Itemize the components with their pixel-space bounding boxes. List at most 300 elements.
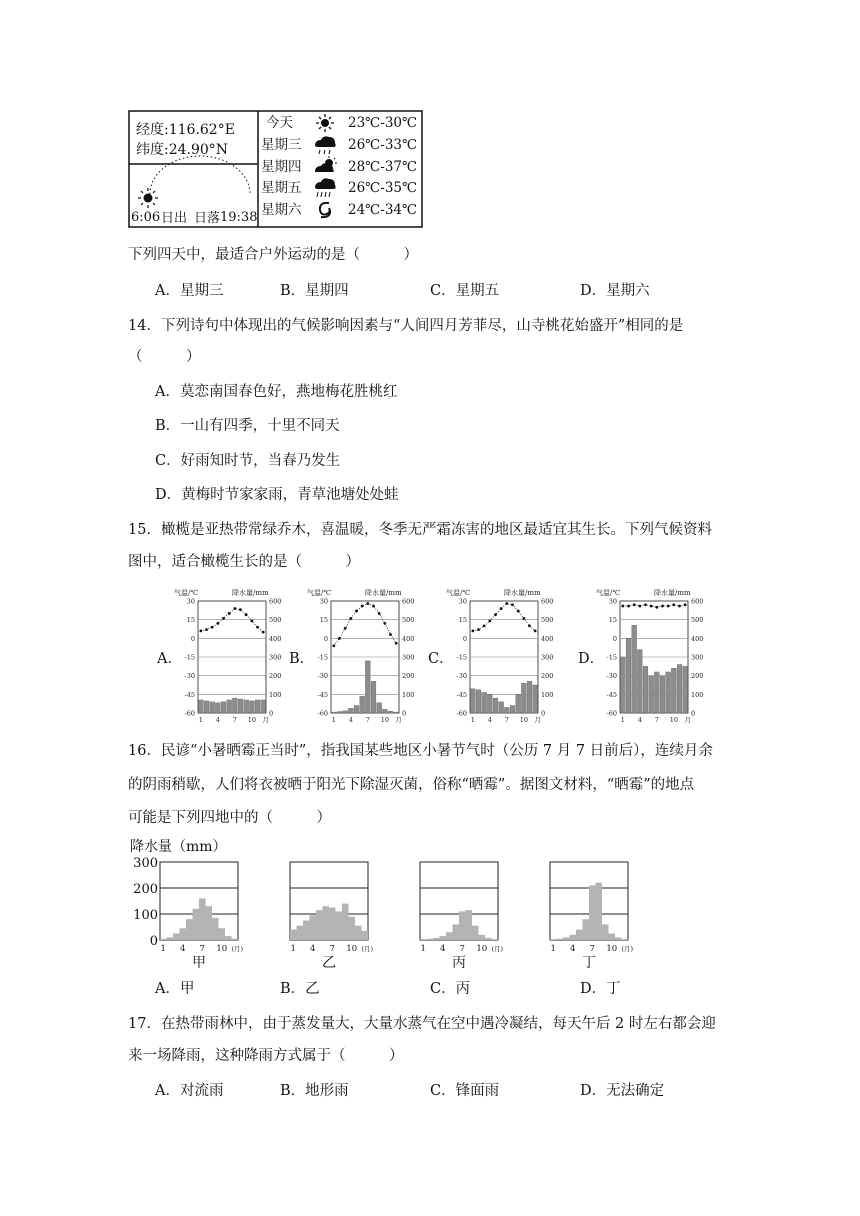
weather-panel [128,110,423,228]
q14-option-b: B．一山有四季，十里不同天 [155,418,340,434]
precip-bar [666,672,671,713]
precip-bar [576,930,583,940]
q17-option-d: D．无法确定 [580,1083,665,1099]
precip-bar [160,939,167,940]
q14-option-a: A．莫恋南国春色好，燕地梅花胜桃红 [155,384,398,400]
temp-tick-label: -15 [456,653,467,662]
climate-chart-d [596,586,712,728]
precip-bar [516,694,521,713]
precip-bar [583,919,590,940]
temp-point [361,605,364,608]
precip-bar [362,931,369,940]
precip-tick-label: 0 [402,709,407,718]
temp-point [338,637,341,640]
precip-bar [310,915,317,940]
sunrise-time: 6:06 [131,210,161,225]
day-label: 星期六 [261,202,302,218]
precip-bar [521,683,526,713]
temp-point [332,644,335,647]
precip-bar [212,918,219,940]
day-temp: 26℃-35℃ [348,180,418,196]
temp-tick-label: 15 [319,616,328,625]
precip-bar [290,930,297,940]
station-name: 乙 [322,955,336,968]
x-unit: (月) [491,945,504,953]
q15-label-a: A． [157,651,182,667]
temp-point [395,642,398,645]
temp-point [655,606,658,609]
precip-tick-label: 300 [402,653,415,662]
precip-tick-label: 500 [269,616,282,625]
x-tick-label: 1 [290,944,296,954]
q13-option-a: A．星期三 [155,283,224,299]
month-tick-label: 7 [654,716,659,724]
precip-bar [420,939,427,940]
precip-bar [589,885,596,940]
precip-tick-label: 300 [541,653,554,662]
climate-chart-b [307,586,423,728]
month-tick-label: 7 [365,716,370,724]
precip-bar [360,696,365,713]
precip-bar [479,935,486,940]
precip-bar [371,681,376,713]
precip-bar [336,911,343,940]
precip-bar [388,711,393,713]
precip-bar [261,700,266,713]
precip-tick-label: 400 [269,634,282,643]
heavy-rain-icon [315,178,336,197]
precip-bar [637,650,642,713]
temp-point [644,603,647,606]
temp-tick-label: -30 [184,672,195,681]
temp-tick-label: -15 [317,653,328,662]
temp-tick-label: 0 [190,634,195,643]
month-unit: 月 [395,716,402,724]
sun-icon [316,114,334,132]
temp-tick-label: -60 [317,709,328,718]
sunrise-label: 日出 [161,211,188,226]
x-tick-label: 10 [476,944,488,954]
precip-tick-label: 600 [541,597,554,606]
q14-stem: 14．下列诗句中体现出的气候影响因素与“人间四月芳菲尽，山寺桃花始盛开”相同的是 [128,318,684,334]
station-name: 丙 [452,955,466,968]
precip-bar [476,690,481,713]
x-unit: (月) [621,945,634,953]
precip-chart-jia [128,856,248,968]
month-tick-label: 4 [215,716,220,724]
temp-point [222,617,225,620]
precip-bar [557,939,564,940]
month-tick-label: 10 [519,716,528,724]
temp-point [627,605,630,608]
precip-bar [622,939,629,940]
q16-stem-cont2: 可能是下列四地中的（ ） [128,810,331,826]
month-unit: 月 [534,716,541,724]
temp-tick-label: -15 [606,653,617,662]
precip-bar [446,932,453,940]
precip-bar [342,904,349,940]
temp-tick-label: 30 [458,597,467,606]
climate-chart-a [174,586,290,728]
precip-tick-label: 100 [402,690,415,699]
precip-tick-label: 100 [691,690,704,699]
temp-point [205,628,208,631]
x-tick-label: 1 [420,944,426,954]
q17-option-b: B．地形雨 [280,1083,349,1099]
precip-bar [365,661,370,713]
precip-bar [510,706,515,713]
precip-axis-label: 降水量/mm [365,589,402,597]
temp-point [471,629,474,632]
precip-bar [316,910,323,940]
q13-option-c: C．星期五 [430,283,500,299]
precip-bar [493,698,498,713]
temp-line [201,609,263,633]
month-unit: 月 [262,716,269,724]
precip-axis-label: 降水量/mm [232,589,269,597]
precip-bar [683,666,688,713]
longitude-text: 经度:116.62°E [136,122,235,138]
q14-option-c: C．好雨知时节，当春乃发生 [155,453,341,469]
climate-chart-c [446,586,562,728]
precip-bar [492,939,499,940]
temp-point [355,610,358,613]
temp-point [528,624,531,627]
q13-option-b: B．星期四 [280,283,349,299]
q14-option-d: D．黄梅时节家家雨，青草池塘处处蛙 [155,487,399,503]
precip-bar [255,700,260,713]
day-label: 今天 [266,115,293,131]
precip-bar [433,938,440,940]
precip-bar [199,898,206,940]
precip-bar [377,703,382,713]
temp-point [383,622,386,625]
temp-tick-label: -45 [606,690,617,699]
precip-bar [654,672,659,713]
temp-point [228,612,231,615]
temp-point [522,617,525,620]
temp-point [344,627,347,630]
q15-stem-cont: 图中，适合橄榄生长的是（ ） [128,554,360,570]
month-tick-label: 1 [620,716,625,724]
temp-tick-label: -15 [184,653,195,662]
temp-tick-label: 0 [323,634,328,643]
x-tick-label: 4 [440,944,446,954]
precip-tick-label: 500 [402,616,415,625]
temp-point [256,626,259,629]
precip-bar [297,926,304,940]
sunset-time: 19:38 [220,210,258,225]
precip-bar [238,699,243,713]
x-tick-label: 7 [329,944,335,954]
precip-tick-label: 500 [691,616,704,625]
q17-option-a: A．对流雨 [155,1083,224,1099]
sunset-label: 日落 [194,211,221,226]
month-tick-label: 4 [487,716,492,724]
precip-tick-label: 400 [691,634,704,643]
temp-tick-label: 15 [186,616,195,625]
precip-bar [382,709,387,713]
q15-stem: 15．橄榄是亚热带常绿乔木，喜温暖，冬季无严霜冻害的地区最适宜其生长。下列气候资料 [128,522,712,538]
precip-bar [677,664,682,713]
precip-bar [472,926,479,940]
temp-tick-label: -60 [606,709,617,718]
precip-bar [180,928,187,940]
temp-tick-label: -30 [317,672,328,681]
precip-bar [570,935,577,940]
temp-tick-label: -30 [456,672,467,681]
precip-bar [485,938,492,940]
temp-point [262,631,265,634]
precip-bar [643,666,648,713]
precip-bar [632,625,637,713]
q16-ylabel: 降水量（mm） [130,839,227,855]
temp-point [245,613,248,616]
precip-chart-ding [518,856,638,968]
x-tick-label: 4 [570,944,576,954]
q14-stem-cont: （ ） [128,349,201,365]
temp-tick-label: -30 [606,672,617,681]
temp-tick-label: 15 [458,616,467,625]
y-tick-label: 200 [133,882,158,897]
temp-point [678,605,681,608]
month-tick-label: 10 [669,716,678,724]
month-tick-label: 1 [331,716,336,724]
temp-tick-label: -60 [456,709,467,718]
y-tick-label: 0 [149,934,158,949]
precip-bar [204,701,209,713]
precip-bar [198,700,203,713]
sun-icon [138,188,158,208]
precip-tick-label: 400 [541,634,554,643]
temp-axis-label: 气温/℃ [307,589,332,597]
temp-point [511,603,514,606]
day-temp: 26℃-33℃ [348,137,418,153]
x-tick-label: 4 [310,944,316,954]
precip-bar [303,921,310,941]
y-tick-label: 100 [133,908,158,923]
precip-bar [660,676,665,713]
temp-point [250,620,253,623]
precip-bar [186,919,193,940]
temp-point [638,605,641,608]
x-tick-label: 7 [199,944,205,954]
x-tick-label: 10 [346,944,358,954]
temp-axis-label: 气温/℃ [596,589,621,597]
precip-tick-label: 400 [402,634,415,643]
precip-tick-label: 600 [691,597,704,606]
x-unit: (月) [231,945,244,953]
precip-bar [354,706,359,713]
precip-bar [343,711,348,713]
precip-bar [225,936,232,940]
precip-chart-yi [258,856,378,968]
month-tick-label: 1 [470,716,475,724]
precip-bar [487,694,492,713]
x-tick-label: 7 [589,944,595,954]
precip-axis-label: 降水量/mm [504,589,541,597]
precip-bar [470,689,475,713]
temp-point [233,607,236,610]
x-tick-label: 4 [180,944,186,954]
temp-tick-label: -45 [456,690,467,699]
precip-tick-label: 600 [402,597,415,606]
precip-bar [596,883,603,940]
precip-bar [167,937,174,940]
temp-point [483,624,486,627]
precip-bar [210,702,215,713]
temp-point [494,613,497,616]
temp-tick-label: -60 [184,709,195,718]
day-temp: 23℃-30℃ [348,115,418,131]
precip-bar [615,937,622,940]
sun-cloud-icon [315,156,337,172]
precip-bar [626,638,631,713]
precip-chart-bing [388,856,508,968]
q16-option-c: C．丙 [430,981,471,997]
precip-bar [249,701,254,713]
q16-option-a: A．甲 [155,981,195,997]
temp-tick-label: 0 [612,634,617,643]
precip-bar [563,937,570,940]
temp-tick-label: -45 [317,690,328,699]
temp-tick-label: 0 [462,634,467,643]
month-tick-label: 4 [637,716,642,724]
month-tick-label: 7 [504,716,509,724]
q15-label-c: C． [428,651,454,667]
temp-point [239,608,242,611]
q16-stem: 16．民谚“小暑晒霉正当时”，指我国某些地区小暑节气时（公历 7 月 7 日前后），连续月余 [128,743,713,759]
temp-point [389,633,392,636]
month-tick-label: 1 [198,716,203,724]
typhoon-icon [320,203,330,217]
temp-point [500,607,503,610]
precip-bar [499,702,504,713]
precip-tick-label: 200 [269,672,282,681]
temp-point [366,602,369,605]
day-temp: 28℃-37℃ [348,159,418,175]
sun-path-arc [150,156,250,194]
temp-point [534,629,537,632]
x-unit: (月) [361,945,374,953]
precip-bar [355,926,362,940]
temp-tick-label: 30 [186,597,195,606]
precip-bar [394,712,399,713]
x-tick-label: 7 [459,944,465,954]
temp-point [621,605,624,608]
q17-stem: 17．在热带雨林中，由于蒸发量大，大量水蒸气在空中遇冷凝结，每天午后 2 时左右都会迎 [128,1016,716,1032]
precip-bar [244,700,249,713]
precip-bar [453,924,460,940]
temp-point [517,610,520,613]
precip-tick-label: 0 [541,709,546,718]
precip-bar [173,934,180,941]
temp-tick-label: 30 [608,597,617,606]
precip-tick-label: 100 [541,690,554,699]
month-tick-label: 10 [380,716,389,724]
q16-option-b: B．乙 [280,981,320,997]
precip-tick-label: 200 [691,672,704,681]
temp-point [211,626,214,629]
precip-bar [232,939,239,940]
month-unit: 月 [684,716,691,724]
precip-tick-label: 200 [402,672,415,681]
precip-axis-label: 降水量/mm [654,589,691,597]
q17-stem-cont: 来一场降雨，这种降雨方式属于（ ） [128,1048,404,1064]
temp-point [667,605,670,608]
temp-axis-label: 气温/℃ [174,589,199,597]
x-tick-label: 1 [550,944,556,954]
q15-label-d: D． [578,651,605,667]
temp-point [672,603,675,606]
temp-point [650,605,653,608]
precip-bar [193,909,200,940]
precip-bar [215,703,220,713]
precip-bar [671,668,676,713]
precip-bar [348,708,353,713]
precip-bar [527,681,532,713]
temp-point [199,629,202,632]
temp-point [633,603,636,606]
temp-point [378,612,381,615]
precip-tick-label: 0 [691,709,696,718]
precip-bar [482,692,487,713]
precip-bar [459,911,466,940]
temp-point [372,605,375,608]
precip-tick-label: 500 [541,616,554,625]
precip-bar [504,707,509,713]
precip-bar [440,936,447,940]
temp-point [488,620,491,623]
month-tick-label: 4 [348,716,353,724]
latitude-text: 纬度:24.90°N [136,142,229,158]
precip-bar [331,712,336,713]
precip-tick-label: 100 [269,690,282,699]
precip-bar [227,700,232,713]
precip-tick-label: 300 [691,653,704,662]
y-tick-label: 300 [133,856,158,871]
temp-line [334,604,396,646]
day-label: 星期三 [261,137,302,153]
q16-stem-cont: 的阴雨稍歇，人们将衣被晒于阳光下除湿灭菌，俗称“晒霉”。据图文材料，“晒霉”的地点 [128,777,695,793]
precip-tick-label: 0 [269,709,274,718]
temp-axis-label: 气温/℃ [446,589,471,597]
precip-bar [550,939,557,940]
temp-tick-label: -45 [184,690,195,699]
q13-stem: 下列四天中，最适合户外运动的是（ ） [128,247,418,263]
q17-option-c: C．锋面雨 [430,1083,500,1099]
temp-point [349,617,352,620]
precip-tick-label: 600 [269,597,282,606]
precip-bar [427,939,434,940]
temp-line [623,605,685,608]
day-temp: 24℃-34℃ [348,202,418,218]
temp-line [473,604,535,631]
precip-tick-label: 200 [541,672,554,681]
precip-bar [337,712,342,713]
precip-bar [219,928,226,940]
x-tick-label: 1 [160,944,166,954]
day-label: 星期四 [261,159,302,175]
temp-point [477,628,480,631]
temp-point [684,603,687,606]
x-tick-label: 10 [606,944,618,954]
precip-bar [221,702,226,713]
rain-cloud-icon [315,136,336,154]
precip-bar [323,906,330,940]
temp-point [661,605,664,608]
month-tick-label: 7 [232,716,237,724]
